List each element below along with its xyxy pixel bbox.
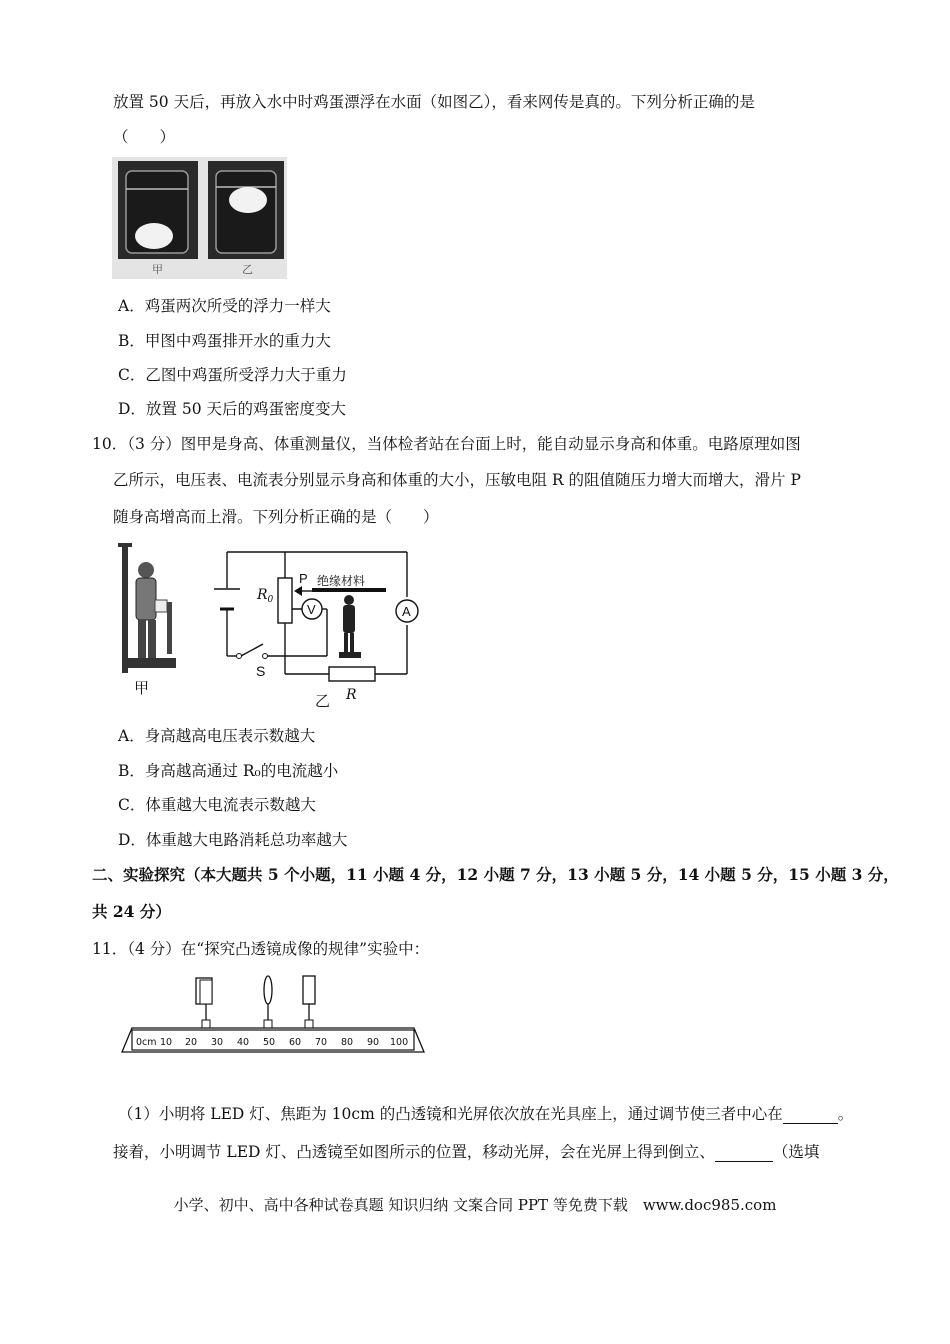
r-label: R (346, 687, 357, 703)
page-footer: 小学、初中、高中各种试卷真题 知识归纳 文案合同 PPT 等免费下载 www.doc985.com (173, 1196, 777, 1214)
svg-text:80: 80 (341, 1037, 354, 1048)
egg-photos-figure (112, 157, 287, 279)
fig-label-yi: 乙 (315, 692, 331, 710)
q10-option-c: C．体重越大电流表示数越大 (118, 796, 316, 814)
section-2-heading-line1: 二、实验探究（本大题共 5 个小题，11 小题 4 分，12 小题 7 分，13 小题 5 分，14 小题 5 分，15 小题 3 分， (92, 865, 899, 884)
q10-stem-line1: 10．（3 分）图甲是身高、体重测量仪，当体检者站在台面上时，能自动显示身高和体重。电路原理如图 (92, 435, 801, 453)
pressure-resistor-r (329, 667, 375, 681)
insulator-label: 绝缘材料 (317, 574, 366, 588)
section-2-heading-line2: 共 24 分） (92, 902, 171, 921)
q9-option-d: D．放置 50 天后的鸡蛋密度变大 (118, 400, 347, 418)
person-silhouette-icon (339, 595, 361, 658)
fig-label-jia: 甲 (134, 679, 150, 697)
convex-lens-icon (264, 976, 272, 1004)
answer-blank-2[interactable] (715, 1144, 773, 1162)
switch-contact-left (237, 654, 242, 659)
q9-stem-line1: 放置 50 天后，再放入水中时鸡蛋漂浮在水面（如图乙），看来网传是真的。下列分析正确的是 (113, 93, 755, 111)
voltmeter-label: V (307, 602, 316, 617)
svg-text:70: 70 (315, 1037, 328, 1048)
q10-option-d: D．体重越大电路消耗总功率越大 (118, 831, 348, 849)
svg-text:50: 50 (263, 1037, 276, 1048)
svg-text:10: 10 (160, 1037, 173, 1048)
light-screen-icon (303, 976, 315, 1004)
svg-text:40: 40 (237, 1037, 250, 1048)
svg-text:60: 60 (289, 1037, 302, 1048)
switch-label: S (256, 663, 266, 679)
q10-stem-line3: 随身高增高而上滑。下列分析正确的是（ ） (113, 508, 439, 526)
slider-p-label: P (299, 571, 308, 586)
q11-stem: 11．（4 分）在“探究凸透镜成像的规律”实验中： (92, 940, 430, 958)
ammeter-label: A (402, 604, 411, 619)
q10-option-b: B．身高越高通过 R₀的电流越小 (118, 762, 339, 780)
q11-part1-line1: （1）小明将 LED 灯、焦距为 10cm 的凸透镜和光屏依次放在光具座上，通过调节使三者中心在 。 (118, 1105, 854, 1123)
svg-text:0cm: 0cm (136, 1037, 157, 1048)
photo-yi (208, 161, 284, 259)
r0-resistor (278, 578, 292, 623)
r0-label: $R_0$ (257, 587, 274, 605)
slider-arrow-icon (294, 586, 302, 596)
q9-option-c: C．乙图中鸡蛋所受浮力大于重力 (118, 366, 347, 384)
svg-text:90: 90 (367, 1037, 380, 1048)
q9-option-a: A．鸡蛋两次所受的浮力一样大 (118, 297, 331, 315)
q10-option-a: A．身高越高电压表示数越大 (118, 727, 316, 745)
fig-label-jia: 甲 (152, 263, 163, 276)
fig-label-yi: 乙 (242, 263, 253, 276)
egg-sunk-icon (135, 223, 173, 249)
height-weight-meter-figure (112, 540, 192, 700)
q10-stem-line2: 乙所示，电压表、电流表分别显示身高和体重的大小，压敏电阻 R 的阻值随压力增大而增大，滑片 P (113, 471, 801, 489)
q9-stem-line2: （ ） (113, 128, 176, 146)
insulator-plate (312, 588, 386, 592)
svg-text:100: 100 (390, 1037, 409, 1048)
egg-floating-icon (229, 187, 267, 213)
optical-bench-figure (118, 968, 428, 1068)
svg-text:20: 20 (185, 1037, 198, 1048)
q9-option-b: B．甲图中鸡蛋排开水的重力大 (118, 332, 331, 350)
svg-text:30: 30 (211, 1037, 224, 1048)
photo-jia (118, 161, 198, 259)
switch-contact-right (263, 654, 268, 659)
answer-blank-1[interactable] (783, 1106, 838, 1124)
q11-part1-line2: 接着，小明调节 LED 灯、凸透镜至如图所示的位置，移动光屏，会在光屏上得到倒立、 （选填 (113, 1143, 820, 1161)
circuit-diagram-figure (200, 540, 420, 710)
